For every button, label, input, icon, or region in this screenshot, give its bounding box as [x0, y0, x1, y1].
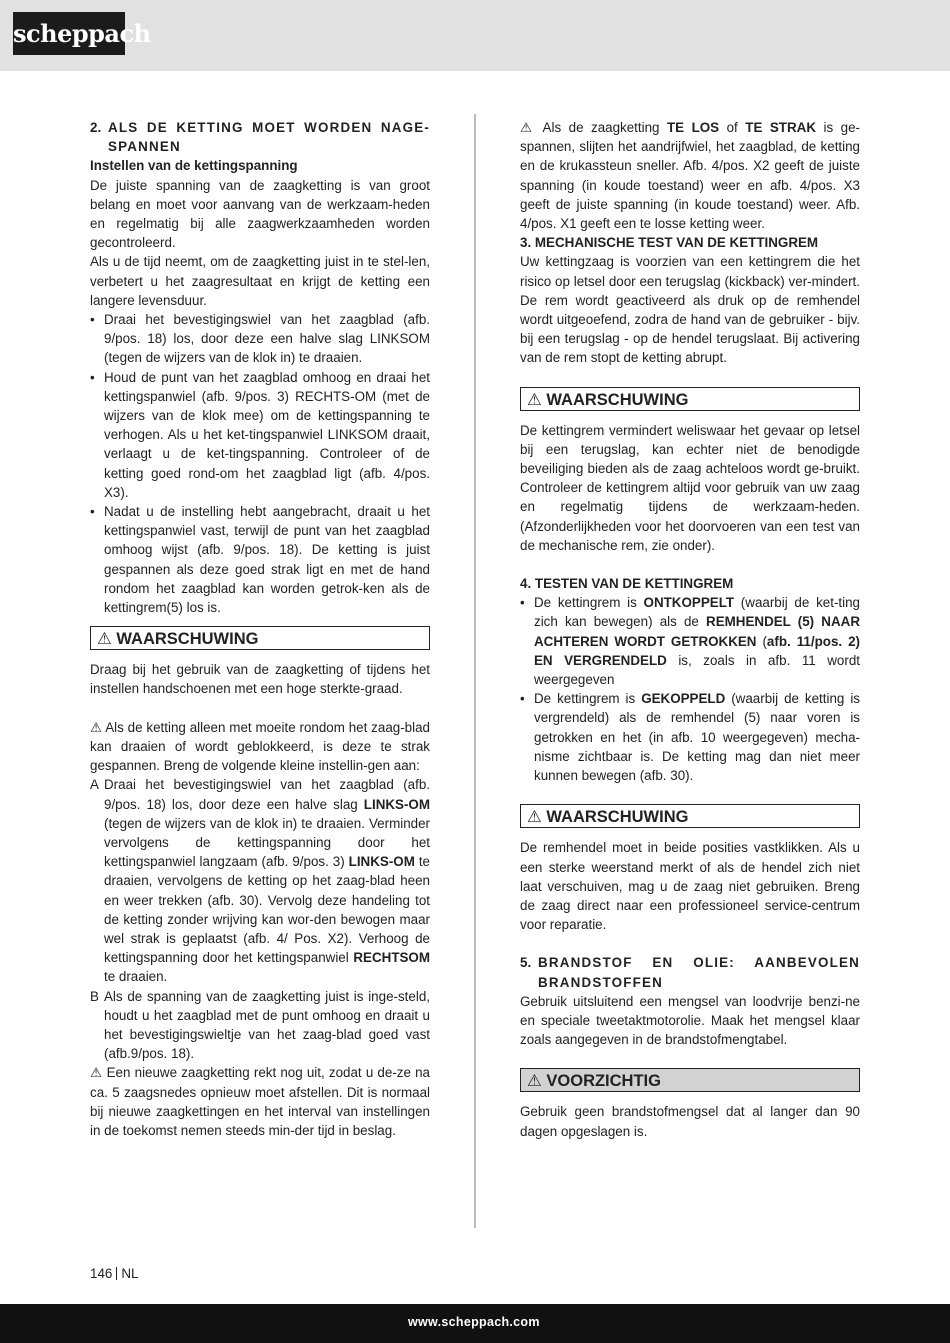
- warning-triangle-icon: ⚠: [97, 630, 112, 649]
- list-item: • De kettingrem is GEKOPPELD (waarbij de ketting is vergrendeld) als de remhendel (5) naar voren is getrokken en het (in afb. 10 weergegeven) mecha-nisme zichtbaar is. De ketting mag dan niet meer kunnen bewegen (afb. 30).: [520, 691, 861, 784]
- warning-triangle-icon: ⚠: [527, 808, 542, 827]
- warning-text: De remhendel moet in beide posities vastklikken. Als u een sterke weerstand merkt of als de hendel zich niet laat verschuiven, mag u de zaag niet gebruiken. Breng de zaag direct naar een professioneel service-centrum voor reparatie.: [520, 840, 860, 933]
- paragraph: Als u de tijd neemt, om de zaagketting juist in te stel-len, verbetert u het zaagresultaat en krijgt de ketting een langere levensduur.: [90, 254, 430, 308]
- warning-triangle-icon: ⚠: [90, 719, 103, 735]
- header-bar: [0, 0, 950, 71]
- left-column: [90, 118, 430, 1140]
- section-5-heading: 5. BRANDSTOF EN OLIE: AANBEVOLEN BRANDSTOFFEN: [520, 955, 860, 990]
- list-item: • Nadat u de instelling hebt aangebracht, draait u het kettingspanwiel vast, terwijl de punt van het zaagblad omhoog wijst (afb. 9/pos. 18). De ketting is juist gespannen als deze goed strak ligt en met de hand rondom het zaagblad kan worden getrok-ken als de kettingrem(5) los is.: [90, 504, 430, 616]
- language-code: NL: [121, 1266, 139, 1281]
- subheading-chain-tension: Instellen van de kettingspanning: [90, 158, 298, 174]
- paragraph: ⚠ Als de zaagketting TE LOS of TE STRAK is ge-spannen, slijten het aandrijfwiel, het zaagblad, de ketting en de krukassteun sneller. Afb. 4/pos. X2 geeft de juiste spanning (in koude toestand) weer en afb. 4/pos. X3 geeft de juiste spanning (in koude toestand) weer. Afb. 4/pos. X1 geeft een te losse ketting weer.: [520, 120, 861, 232]
- page-footer: [90, 1266, 138, 1281]
- paragraph: ⚠ Als de ketting alleen met moeite rondom het zaag-blad kan draaien of wordt geblokkeerd, is deze te strak gespannen. Breng de volgende kleine instellin-gen aan:: [90, 719, 430, 774]
- warning-triangle-icon: ⚠: [527, 390, 542, 409]
- section-4-heading: 4. TESTEN VAN DE KETTINGREM: [520, 576, 734, 592]
- website-link[interactable]: www.scheppach.com: [408, 1315, 540, 1329]
- section-2-heading: 2. ALS DE KETTING MOET WORDEN NAGE-SPANNEN: [90, 120, 430, 155]
- warning-triangle-icon: ⚠: [527, 1072, 542, 1091]
- caution-box: ⚠ VOORZICHTIG: [520, 1068, 860, 1092]
- warning-triangle-icon: ⚠: [520, 120, 536, 135]
- warning-text: Draag bij het gebruik van de zaagketting of tijdens het instellen handschoenen met een hoge sterkte-graad.: [90, 662, 430, 697]
- list-item: • De kettingrem is ONTKOPPELT (waarbij de ket-ting zich kan bewegen) als de REMHENDEL (5) NAAR ACHTEREN WORDT GETROKKEN (afb. 11/pos. 2) EN VERGRENDELD is, zoals in afb. 11 wordt weergegeven: [520, 595, 861, 688]
- scheppach-logo: scheppach: [13, 12, 125, 55]
- warning-triangle-icon: ⚠: [90, 1065, 103, 1081]
- paragraph: ⚠ Een nieuwe zaagketting rekt nog uit, zodat u de-ze na ca. 5 zaagsnedes opnieuw moet afstellen. Dit is normaal bij nieuwe zaagkettingen en het interval van instellingen in de toekomst nemen steeds min-der tijd in beslag.: [90, 1065, 430, 1138]
- footer-bar: [0, 1304, 950, 1343]
- warning-text: De kettingrem vermindert weliswaar het gevaar op letsel bij een terugslag, kan echter niet de benodigde beveiliging bieden als de zaag achteloos wordt ge-bruikt. Controleer de kettingrem altijd voor gebruik van uw zaag en regelmatig tijdens de werkzaam-heden. (Afzonderlijkheden voor het doorvoeren van een test van de mechanische rem, zie onder).: [520, 422, 860, 553]
- footer-separator: [116, 1267, 117, 1280]
- paragraph: Gebruik uitsluitend een mengsel van loodvrije benzi-ne en speciale tweetaktmotorolie. Maak het mengsel klaar zoals aangegeven in de brandstofmengtabel.: [520, 993, 860, 1048]
- caution-text: Gebruik geen brandstofmengsel dat al langer dan 90 dagen opgeslagen is.: [520, 1104, 860, 1139]
- paragraph: De juiste spanning van de zaagketting is van groot belang en moet voor aanvang van de werkzaam-heden en regelmatig bij alle zaagwerkzaamheden worden gecontroleerd.: [90, 177, 430, 251]
- list-item-b: B Als de spanning van de zaagketting juist is inge-steld, houdt u het zaagblad met de punt omhoog en draait u het bevestigingswieltje van het zaag-blad goed vast (afb.9/pos. 18).: [90, 988, 430, 1062]
- page-number: 146: [90, 1266, 113, 1281]
- warning-box: ⚠ WAARSCHUWING: [520, 387, 860, 411]
- paragraph: Uw kettingzaag is voorzien van een kettingrem die het risico op letsel door een terugslag (kickback) ver-mindert. De rem wordt geactiveerd als druk op de remhendel wordt uitgeoefend, zodra de hand van de gebruiker - bijv. bij een terugslag - op de hendel terugslaat. Bij activering van de rem stopt de ketting abrupt.: [520, 254, 860, 366]
- section-3-heading: 3. MECHANISCHE TEST VAN DE KETTINGREM: [520, 235, 819, 251]
- warning-box: ⚠ WAARSCHUWING: [90, 626, 430, 650]
- list-item-a: A Draai het bevestigingswiel van het zaagblad (afb. 9/pos. 18) los, door deze een halve slag LINKS-OM (tegen de wijzers van de klok in) te draaien. Verminder vervolgens de kettingspanning door het kettingspanwiel langzaam (afb. 9/pos. 3) LINKS-OM te draaien, vervolgens de ketting op het zaag-blad heen en weer trekken (afb. 30). Vervolg deze handeling tot de ketting zonder wrijving kan wor-den bewogen maar wel strak is geplaatst (afb. 4/ Pos. X2). Verhoog de kettingspanning door het kettingspanwiel RECHTSOM te draaien.: [90, 777, 430, 985]
- warning-box: ⚠ WAARSCHUWING: [520, 804, 860, 828]
- list-item: • Houd de punt van het zaagblad omhoog en draai het kettingspanwiel (afb. 9/pos. 3) RECHTS-OM (met de wijzers van de klok mee) om de kettingspanning te verhogen. Als u het ket-tingspanwiel LINKSOM draait, verlaagt u de ket-tingspanning. Controleer of de ketting goed rond-om het zaagblad ligt (afb. 4/pos. X3).: [90, 369, 430, 500]
- column-divider: [474, 114, 476, 1228]
- right-column: [520, 118, 860, 1141]
- list-item: • Draai het bevestigingswiel van het zaagblad (afb. 9/pos. 18) los, door deze een halve slag LINKSOM (tegen de wijzers van de klok in) te draaien.: [90, 312, 430, 366]
